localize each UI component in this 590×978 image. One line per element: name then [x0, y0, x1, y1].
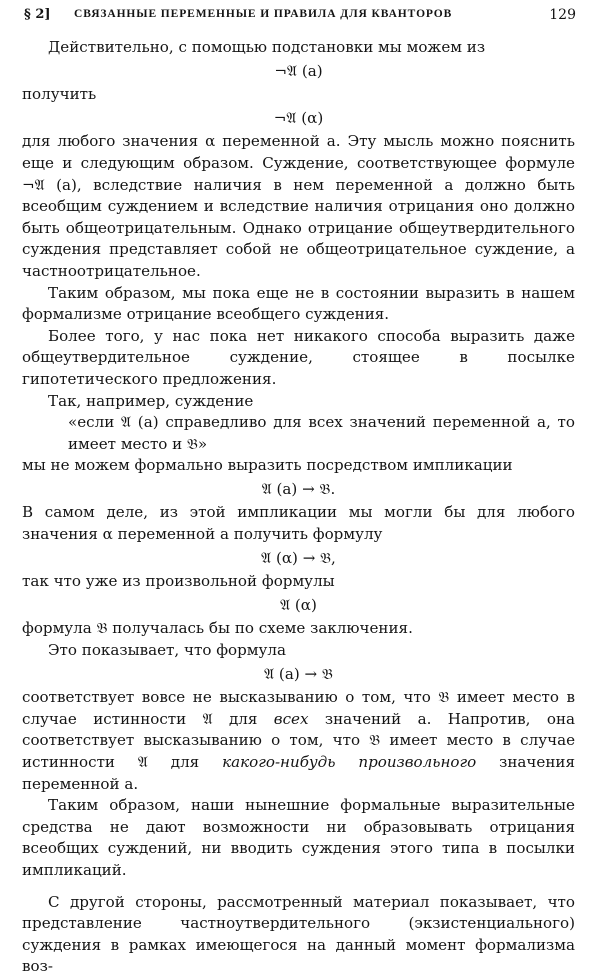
section-marker: § 2]	[24, 7, 51, 22]
text-run: значения переменной a.	[22, 753, 575, 793]
formula: 𝔄 (a) → 𝔅	[264, 664, 333, 683]
page-body	[22, 37, 575, 978]
paragraph: мы не можем формально выразить посредством импликации	[22, 456, 513, 475]
paragraph: Таким образом, наши нынешние формальные выразительные средства не дают возможности ни образовывать отрицания всеобщих суждений, ни вводить суждения этого типа в посылки импликаций.	[22, 796, 575, 879]
formula: ¬𝔄 (α)	[273, 108, 324, 127]
formula: 𝔄 (α)	[280, 595, 317, 614]
paragraph: Это показывает, что формула	[48, 641, 286, 660]
running-header	[24, 7, 576, 27]
emphasis: какого-нибудь произвольного	[222, 753, 477, 771]
running-title: СВЯЗАННЫЕ ПЕРЕМЕННЫЕ И ПРАВИЛА ДЛЯ КВАНТОРОВ	[74, 8, 453, 20]
text-run: соответствует вовсе не высказыванию о том, что 𝔅 имеет место в случае истинности 𝔄 для	[22, 688, 575, 728]
paragraph: Действительно, с помощью подстановки мы можем из	[48, 38, 486, 56]
paragraph: получить	[22, 85, 97, 104]
formula: ¬𝔄 (a)	[274, 61, 323, 80]
paragraph: С другой стороны, рассмотренный материал показывает, что представление частноутвердительного (экзистенциального) суждения в рамках имеющегося на данный момент формализма воз-	[22, 892, 575, 976]
text-run: значений a. Напротив, она соответствует высказыванию о том, что 𝔅 имеет место в случае истинности 𝔄 для	[22, 709, 575, 771]
quoted-judgement: «если 𝔄 (a) справедливо для всех значений переменной a, то имеет место и 𝔅»	[68, 413, 575, 453]
paragraph	[22, 687, 575, 795]
emphasis: всех	[273, 709, 309, 728]
paragraph: формула 𝔅 получалась бы по схеме заключения.	[22, 619, 413, 638]
paragraph: так что уже из произвольной формулы	[22, 572, 335, 591]
paragraph: Таким образом, мы пока еще не в состоянии выразить в нашем формализме отрицание всеобщего суждения.	[22, 283, 575, 324]
formula: 𝔄 (α) → 𝔅,	[261, 548, 336, 567]
paragraph: Более того, у нас пока нет никакого способа выразить даже общеутвердительное суждение, стоящее в посылке гипотетического предложения.	[22, 326, 575, 388]
paragraph: Так, например, суждение	[48, 391, 254, 410]
page-number: 129	[549, 7, 576, 23]
paragraph: для любого значения α переменной a. Эту мысль можно пояснить еще и следующим образом. Суждение, соответствующее формуле ¬𝔄 (a), вследствие наличия в нем переменной a должно быть всеобщим суждением и вследствие наличия отрицания оно должно быть общеотрицательным. Однако отрицание общеутвердительного суждения представляет собой не общеотрицательное суждение, а частноотрицательное.	[22, 132, 575, 280]
formula: 𝔄 (a) → 𝔅.	[261, 479, 336, 498]
paragraph: В самом деле, из этой импликации мы могли бы для любого значения α переменной a получить формулу	[22, 503, 575, 544]
